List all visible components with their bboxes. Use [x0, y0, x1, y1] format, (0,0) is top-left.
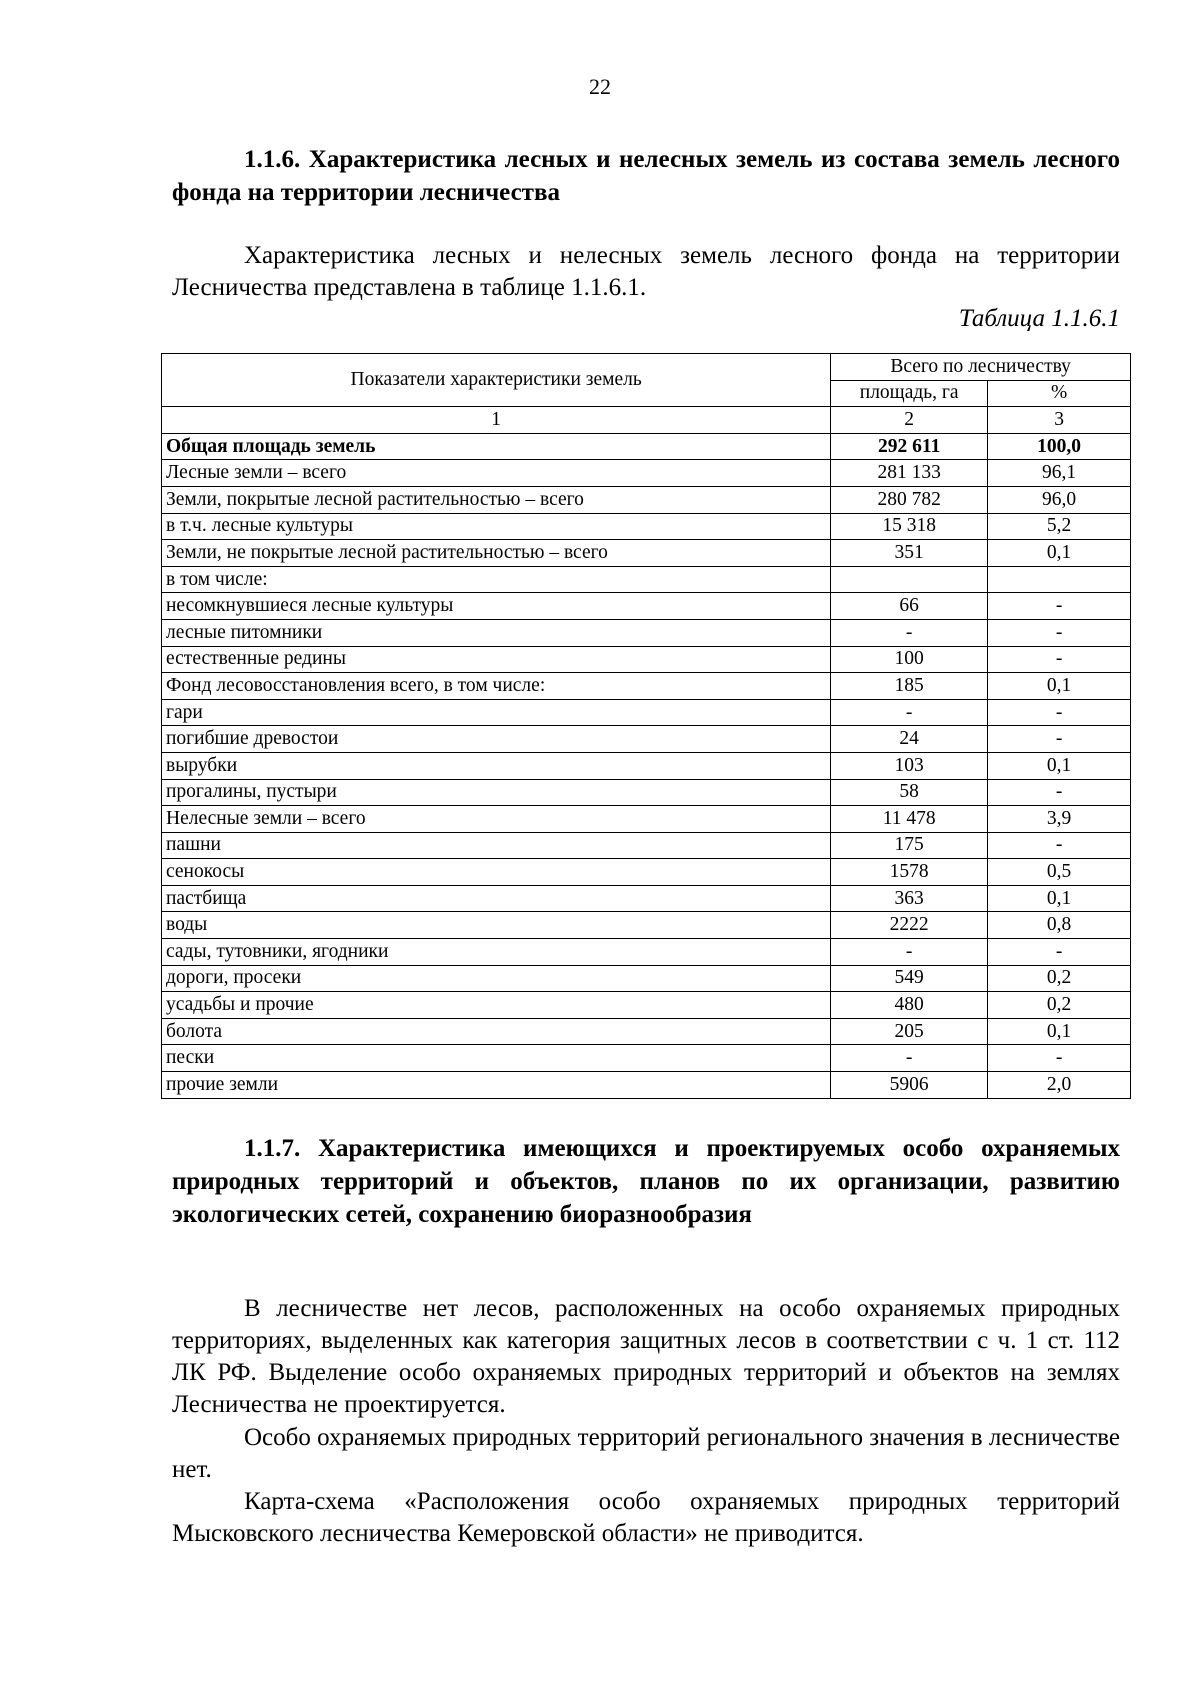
row-percent-cell: 0,1	[988, 752, 1131, 779]
row-name-cell: дороги, просеки	[162, 965, 831, 992]
row-area-cell: 103	[831, 752, 988, 779]
table-row	[162, 726, 1131, 753]
table-row	[162, 1018, 1131, 1045]
row-percent-cell: 5,2	[988, 513, 1131, 540]
row-area-cell: 15 318	[831, 513, 988, 540]
row-percent-cell: 0,2	[988, 965, 1131, 992]
row-percent-cell: 100,0	[988, 433, 1131, 460]
table-row	[162, 779, 1131, 806]
row-name-cell: воды	[162, 912, 831, 939]
table-row	[162, 806, 1131, 833]
column-number-3: 3	[988, 407, 1131, 434]
section-heading-1-1-7: 1.1.7. Характеристика имеющихся и проектируемых особо охраняемых природных территорий и объектов, планов по их организации, развитию экологических сетей, сохранению биоразнообразия	[172, 1135, 1120, 1228]
row-name-cell: прочие земли	[162, 1072, 831, 1099]
row-name-cell: пески	[162, 1045, 831, 1072]
table-row	[162, 540, 1131, 567]
row-percent-cell: -	[988, 699, 1131, 726]
table-row	[162, 965, 1131, 992]
table-column-numbers-row	[162, 407, 1131, 434]
table-row	[162, 752, 1131, 779]
row-name-cell: естественные редины	[162, 646, 831, 673]
row-percent-cell: 0,8	[988, 912, 1131, 939]
row-area-cell: 480	[831, 992, 988, 1019]
row-name-cell: пастбища	[162, 885, 831, 912]
row-percent-cell: 0,1	[988, 1018, 1131, 1045]
header-total: Всего по лесничеству	[831, 354, 1131, 381]
paragraph-2: Особо охраняемых природных территорий регионального значения в лесничестве нет.	[172, 1424, 1120, 1483]
page-number: 22	[589, 74, 611, 99]
row-percent-cell	[988, 566, 1131, 593]
row-area-cell: 2222	[831, 912, 988, 939]
row-name-cell: в т.ч. лесные культуры	[162, 513, 831, 540]
row-area-cell: 280 782	[831, 486, 988, 513]
row-area-cell: -	[831, 939, 988, 966]
table-row	[162, 912, 1131, 939]
table-row	[162, 832, 1131, 859]
row-area-cell	[831, 566, 988, 593]
row-name-cell: Лесные земли – всего	[162, 460, 831, 487]
intro-paragraph: Характеристика лесных и нелесных земель лесного фонда на территории Лесничества представлена в таблице 1.1.6.1.	[172, 242, 1120, 301]
row-area-cell: 351	[831, 540, 988, 567]
row-name-cell: вырубки	[162, 752, 831, 779]
row-area-cell: 175	[831, 832, 988, 859]
table-row	[162, 1045, 1131, 1072]
table-row	[162, 859, 1131, 886]
table-row	[162, 460, 1131, 487]
row-area-cell: -	[831, 1045, 988, 1072]
row-name-cell: пашни	[162, 832, 831, 859]
row-percent-cell: -	[988, 832, 1131, 859]
row-area-cell: 549	[831, 965, 988, 992]
row-area-cell: 205	[831, 1018, 988, 1045]
table-row	[162, 699, 1131, 726]
table-row	[162, 673, 1131, 700]
row-area-cell: 66	[831, 593, 988, 620]
row-area-cell: -	[831, 619, 988, 646]
section-heading-1-1-6: 1.1.6. Характеристика лесных и нелесных земель из состава земель лесного фонда на территории лесничества	[172, 146, 1120, 206]
row-name-cell: Земли, покрытые лесной растительностью – всего	[162, 486, 831, 513]
table-row	[162, 1072, 1131, 1099]
row-percent-cell: 2,0	[988, 1072, 1131, 1099]
header-area: площадь, га	[831, 380, 988, 407]
row-percent-cell: 3,9	[988, 806, 1131, 833]
row-percent-cell: -	[988, 1045, 1131, 1072]
table-row	[162, 433, 1131, 460]
row-area-cell: 58	[831, 779, 988, 806]
row-name-cell: сенокосы	[162, 859, 831, 886]
row-percent-cell: -	[988, 646, 1131, 673]
row-area-cell: 11 478	[831, 806, 988, 833]
table-caption: Таблица 1.1.6.1	[958, 305, 1120, 332]
paragraph-1: В лесничестве нет лесов, расположенных на особо охраняемых природных территориях, выделенных как категория защитных лесов в соответствии с ч. 1 ст. 112 ЛК РФ. Выделение особо охраняемых природных территорий и объектов на землях Лесничества не проектируется.	[172, 1295, 1120, 1418]
row-name-cell: Общая площадь земель	[162, 433, 831, 460]
row-percent-cell: 0,1	[988, 885, 1131, 912]
row-name-cell: Фонд лесовосстановления всего, в том числе:	[162, 673, 831, 700]
row-name-cell: сады, тутовники, ягодники	[162, 939, 831, 966]
paragraph-3: Карта-схема «Расположения особо охраняемых природных территорий Мысковского лесничества Кемеровской области» не приводится.	[172, 1488, 1120, 1547]
land-characteristics-table	[161, 353, 1131, 1099]
table-row	[162, 885, 1131, 912]
row-percent-cell: -	[988, 939, 1131, 966]
table-header-row	[162, 354, 1131, 381]
row-name-cell: погибшие древостои	[162, 726, 831, 753]
row-name-cell: гари	[162, 699, 831, 726]
row-name-cell: Земли, не покрытые лесной растительностью – всего	[162, 540, 831, 567]
row-name-cell: прогалины, пустыри	[162, 779, 831, 806]
table-row	[162, 593, 1131, 620]
table-row	[162, 992, 1131, 1019]
row-area-cell: 292 611	[831, 433, 988, 460]
table-row	[162, 619, 1131, 646]
row-area-cell: 24	[831, 726, 988, 753]
column-number-1: 1	[162, 407, 831, 434]
row-name-cell: несомкнувшиеся лесные культуры	[162, 593, 831, 620]
row-area-cell: -	[831, 699, 988, 726]
row-area-cell: 5906	[831, 1072, 988, 1099]
row-area-cell: 1578	[831, 859, 988, 886]
row-area-cell: 363	[831, 885, 988, 912]
row-percent-cell: 96,1	[988, 460, 1131, 487]
row-percent-cell: -	[988, 619, 1131, 646]
table-row	[162, 646, 1131, 673]
row-percent-cell: -	[988, 726, 1131, 753]
header-indicator: Показатели характеристики земель	[162, 354, 831, 407]
table-row	[162, 486, 1131, 513]
table-body	[162, 433, 1131, 1098]
table-row	[162, 513, 1131, 540]
row-name-cell: в том числе:	[162, 566, 831, 593]
row-area-cell: 100	[831, 646, 988, 673]
row-area-cell: 281 133	[831, 460, 988, 487]
row-name-cell: усадьбы и прочие	[162, 992, 831, 1019]
row-percent-cell: -	[988, 779, 1131, 806]
row-percent-cell: 96,0	[988, 486, 1131, 513]
row-area-cell: 185	[831, 673, 988, 700]
row-percent-cell: 0,2	[988, 992, 1131, 1019]
row-percent-cell: 0,1	[988, 673, 1131, 700]
row-name-cell: Нелесные земли – всего	[162, 806, 831, 833]
column-number-2: 2	[831, 407, 988, 434]
row-percent-cell: 0,1	[988, 540, 1131, 567]
row-name-cell: лесные питомники	[162, 619, 831, 646]
row-percent-cell: 0,5	[988, 859, 1131, 886]
row-name-cell: болота	[162, 1018, 831, 1045]
table-row	[162, 939, 1131, 966]
table-row	[162, 566, 1131, 593]
header-percent: %	[988, 380, 1131, 407]
row-percent-cell: -	[988, 593, 1131, 620]
